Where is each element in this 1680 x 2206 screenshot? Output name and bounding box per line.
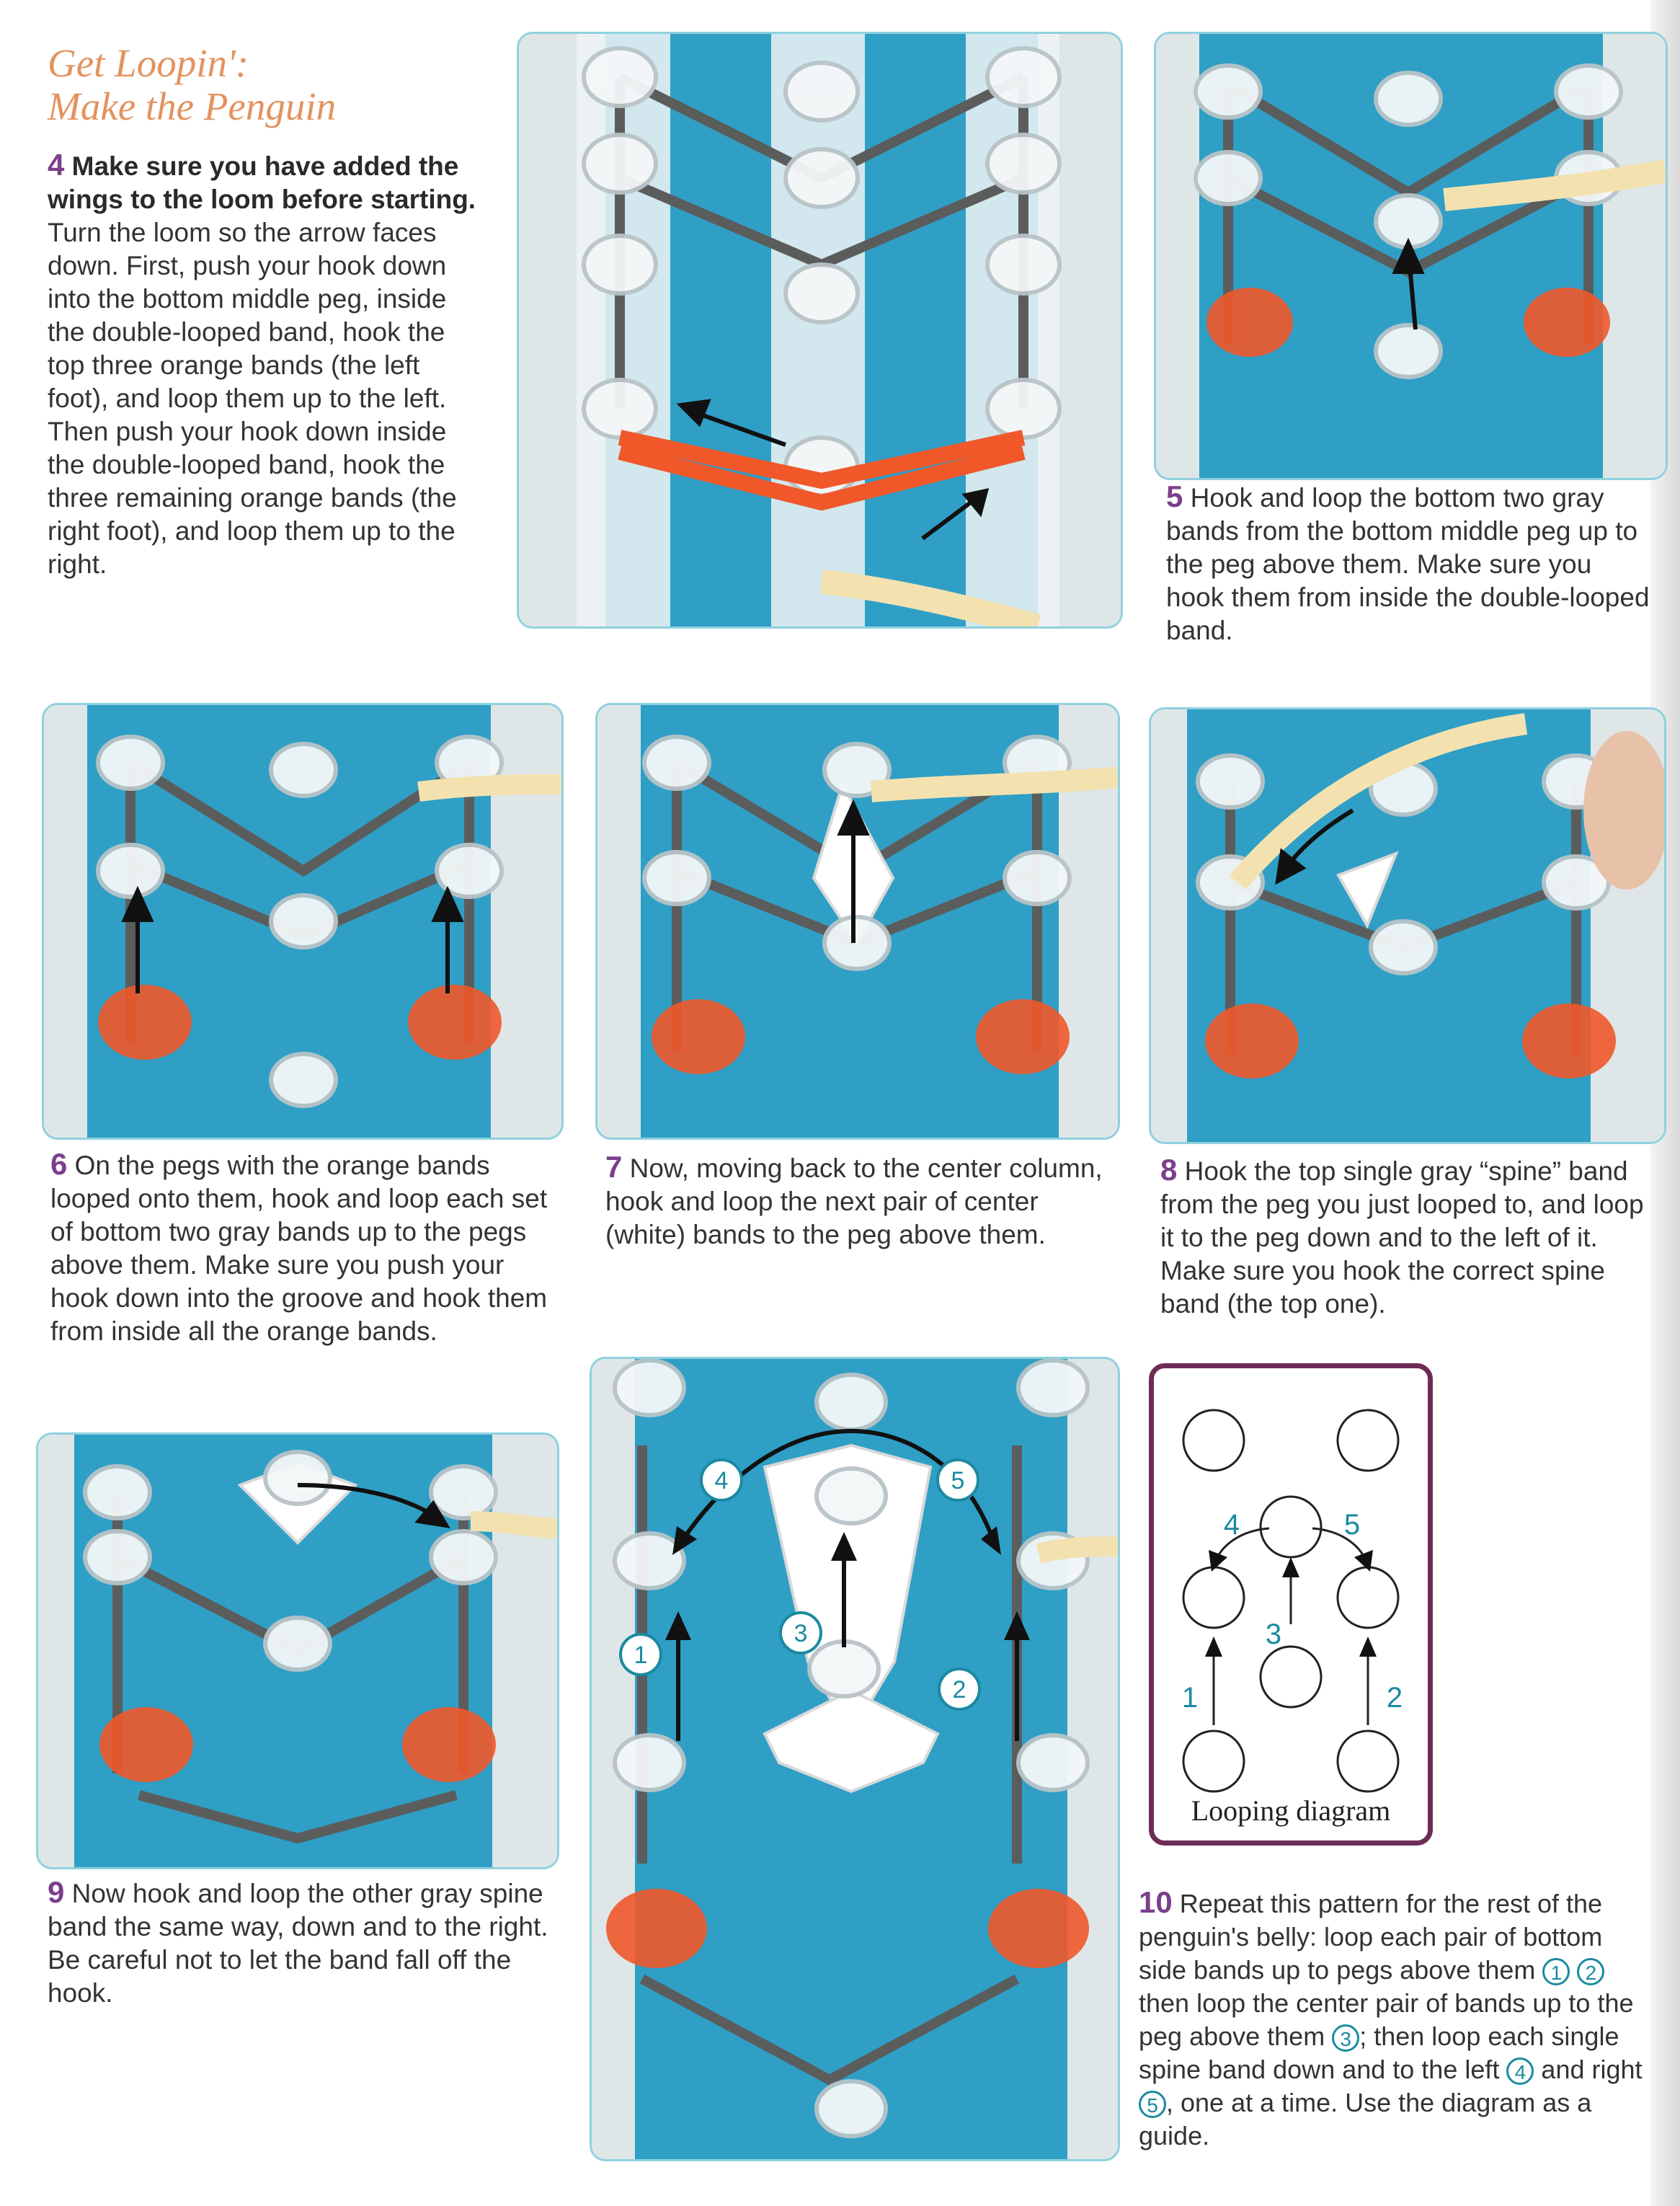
diagram-caption: Looping diagram xyxy=(1191,1794,1391,1827)
circled-number-1: 1 xyxy=(1542,1958,1570,1985)
diagram-label-3: 3 xyxy=(1265,1618,1282,1650)
step-5-photo xyxy=(1154,32,1668,480)
loom-illustration xyxy=(592,1359,1118,2159)
circled-number-2: 2 xyxy=(1577,1958,1604,1985)
loom-illustration xyxy=(1156,34,1666,478)
step-9-text xyxy=(48,1876,552,2010)
loom-illustration xyxy=(519,34,1121,626)
looping-diagram xyxy=(1149,1363,1433,1846)
step-8-body: Hook the top single gray “spine” band from the peg you just looped to, and loop it to the peg down and to the left of it. Make sure you hook the correct spine band (the top one). xyxy=(1160,1156,1644,1319)
diagram-peg xyxy=(1338,1410,1398,1471)
step-number: 9 xyxy=(48,1875,65,1909)
photo-label-2: 2 xyxy=(952,1676,966,1704)
photo-label-5: 5 xyxy=(951,1467,965,1494)
diagram-peg xyxy=(1183,1410,1244,1471)
step-10-text xyxy=(1139,1886,1648,2153)
step-number: 5 xyxy=(1166,479,1183,513)
circled-number-4: 4 xyxy=(1506,2057,1534,2085)
circled-number-5: 5 xyxy=(1139,2091,1166,2118)
diagram-graphic xyxy=(1154,1368,1428,1840)
diagram-peg xyxy=(1338,1731,1398,1791)
step-9-photo xyxy=(36,1432,559,1869)
diagram-label-1: 1 xyxy=(1181,1682,1199,1714)
step-10-photo xyxy=(590,1357,1120,2161)
step-4-photo xyxy=(517,32,1123,629)
step-5-text xyxy=(1166,480,1656,647)
step-7-body: Now, moving back to the center column, hook and loop the next pair of center (white) bands to the peg above them. xyxy=(605,1153,1103,1249)
step-4-lead: Make sure you have added the wings to the loom before starting. xyxy=(48,151,476,214)
step-10-body-1: Repeat this pattern for the rest of the penguin's belly: loop each pair of bottom side bands up to pegs above them xyxy=(1139,1889,1603,1985)
step-7-photo xyxy=(595,703,1120,1140)
step-number: 10 xyxy=(1139,1885,1173,1919)
photo-label-1: 1 xyxy=(634,1642,648,1669)
diagram-label-4: 4 xyxy=(1223,1509,1240,1541)
title-line-2: Make the Penguin xyxy=(48,84,337,128)
step-number: 4 xyxy=(48,148,65,182)
step-number: 7 xyxy=(605,1150,623,1184)
diagram-label-2: 2 xyxy=(1386,1682,1403,1714)
title-line-1: Get Loopin': xyxy=(48,41,249,85)
photo-label-3: 3 xyxy=(794,1620,808,1647)
step-8-photo xyxy=(1149,707,1666,1144)
loom-illustration xyxy=(597,705,1118,1138)
diagram-peg xyxy=(1261,1497,1321,1557)
loom-illustration xyxy=(44,705,561,1138)
step-6-text xyxy=(50,1148,555,1348)
step-7-text xyxy=(605,1151,1110,1252)
step-4-text xyxy=(48,149,480,581)
loom-illustration xyxy=(38,1435,557,1867)
diagram-peg xyxy=(1183,1567,1244,1628)
step-10-body-2: then loop the center pair of bands up to the peg above them xyxy=(1139,1988,1634,2051)
step-10-body-5: , one at a time. Use the diagram as a guide. xyxy=(1139,2088,1592,2150)
step-10-body-4: and right xyxy=(1541,2055,1643,2084)
step-6-photo xyxy=(42,703,564,1140)
step-number: 6 xyxy=(50,1147,68,1181)
step-6-body: On the pegs with the orange bands looped onto them, hook and loop each set of bottom two gray bands up to the pegs above them. Make sure you push your hook down into the groove and hook them from inside all the orange bands. xyxy=(50,1151,548,1346)
photo-label-4: 4 xyxy=(714,1467,729,1494)
diagram-peg xyxy=(1183,1731,1244,1791)
step-5-body: Hook and loop the bottom two gray bands from the bottom middle peg up to the peg above them. Make sure you hook them from inside the double-looped band. xyxy=(1166,483,1650,645)
step-4-body: Turn the loom so the arrow faces down. First, push your hook down into the bottom middle peg, inside the double-looped band, hook the top three orange bands (the left foot), and loop them up to the left. Then push your hook down inside the double-looped band, hook the three remaining orange bands (the right foot), and loop them up to the right. xyxy=(48,218,457,579)
diagram-label-5: 5 xyxy=(1343,1509,1361,1541)
page-title xyxy=(48,42,509,128)
loom-illustration xyxy=(1151,709,1664,1142)
step-8-text xyxy=(1160,1153,1658,1321)
step-10-body-3: ; then loop each single spine band down and to the left xyxy=(1139,2021,1619,2084)
circled-number-3: 3 xyxy=(1332,2024,1359,2052)
step-9-body: Now hook and loop the other gray spine band the same way, down and to the right. Be careful not to let the band fall off the hook. xyxy=(48,1879,548,2008)
step-number: 8 xyxy=(1160,1153,1178,1187)
diagram-peg xyxy=(1338,1567,1398,1628)
diagram-peg xyxy=(1261,1647,1321,1707)
